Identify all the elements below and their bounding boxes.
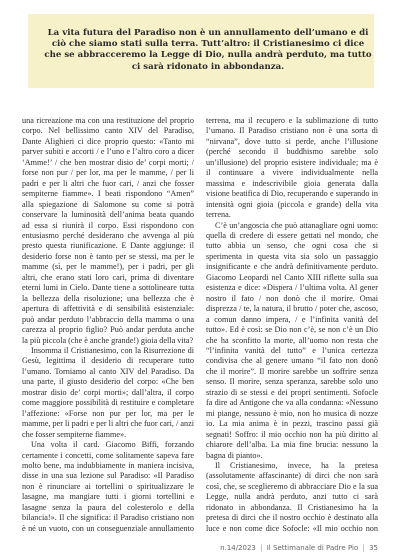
article-paragraph: Insomma il Cristianesimo, con la Risurrezione di Gesù, legittima il desiderio di recuperare tutto l’umano. Torniamo al canto XIV del Paradiso. Da una parte, il giusto desiderio del corpo: «Che ben mostrar disio de’ corpi morti»; dall’altra, il corpo come maggiore possibilità di restituire e completare l’affezione: «Forse non pur per lor, ma per le mamme, per li padri e per li altri che fuor cari, / anzi che fosser sempiterne fiamme».: [22, 345, 194, 439]
article-paragraph: C’è un’angoscia che può attanagliare ogni uomo: quella di credere di essere gettati nel mondo, che tutto abbia un senso, che ogni cosa che si sperimenta in questa vita sia solo un passaggio insignificante e che andrà definitivamente perduto. Giacomo Leopardi nel Canto XIII riflette sulla sua esistenza e dice: «Dispera / l’ultima volta. Al gener nostro il fato / non donò che il morire. Omai disprezza / te, la natura, il brutto / poter che, ascoso, a comun danno impera, / e l’infinita vanità del tutto». Ed è così: se Dio non c’è, se non c’è un Dio che ha sconfitto la morte, all’uomo non resta che “l’infinita vanità del tutto” e l’unica certezza condivisa che al genere umano “il fato non donò che il morire”. Il morire sarebbe un soffrire senza senso. Il morire, senza speranza, sarebbe solo uno strazio di se stessi e dei propri sentimenti. Sofocle fa dire ad Antigone che va alla condanna: «Nessuno mi piange, nessuno è mio, non ho musica di nozze io. La mia anima è in pezzi, trascino passi già segnati! Soffro: il mio occhio non ha più diritto al chiarore dell’alba. La mia fine brucia: nessuno la bagna di pianto».: [206, 220, 378, 460]
article-paragraph: una ricreazione ma con una restituzione del proprio corpo. Nel bellissimo canto XIV del Paradiso, Dante Alighieri ci dice proprio questo: «Tanto mi parver subiti e accorti / e l’uno e l’altro coro a dicer ‘Amme!’ / che ben mostrar disio de’ corpi morti; / forse non pur / per lor, ma per le mamme, / per li padri e per li altri che fuor cari, / anzi che fosser sempiterne fiamme». I beati rispondono “Amen” alla spiegazione di Salomone su come si potrà conservare la luminosità dell’anima beata quando ad essa si riunirà il corpo. Essi rispondono con entusiasmo perché desiderano che avvenga al più presto questa riunificazione. E Dante aggiunge: il desiderio forse non è tanto per se stessi, ma per le mamme (sì, per le mamme!), per i padri, per gli altri, che erano stati loro cari, prima di diventare eterni lumi in Cielo. Dante tiene a sottolineare tutta la bellezza della risoluzione; una bellezza che è apertura di affettività e di sensibilità esistenziale: può andar perduto l’abbraccio della mamma o una carezza al proprio figlio? Può andar perduta anche la più piccola (che è anche grande!) gioia della vita?: [22, 116, 194, 345]
footer-separator: |: [362, 544, 365, 552]
article-paragraph: Il Cristianesimo, invece, ha la pretesa (assolutamente affascinante) di dirci che non sarà così, che, se sceglieremo di abbracciare Dio e la sua Legge, nulla andrà perduto, anzi tutto ci sarà ridonato in abbondanza. Il Cristianesimo ha la pretesa di dirci che il nostro occhio è destinato alla luce e non come dice Sofocle: «Il mio occhio non: [206, 460, 378, 533]
article-column-left: [22, 116, 194, 534]
page-number: 35: [369, 544, 378, 552]
article-column-right: [206, 116, 378, 534]
article-paragraph: Una volta il card. Giacomo Biffi, forzando certamente i concetti, come solitamente sapeva fare molto bene, ma indubbiamente in maniera incisiva, disse in una sua lezione sul Paradiso: «Il Paradiso non è rinunciare ai tortellini o spiritualizzare le lasagne, ma mangiare tutti i giorni tortellini e lasagne senza la paura del colesterolo e della bilancia!». Il che significa: il Paradiso cristiano non è né un vuoto, con un conseguenziale annullamento: [22, 440, 194, 533]
magazine-name: Il Settimanale di Padre Pio: [266, 544, 359, 552]
page-footer: [0, 542, 400, 556]
pullquote-text: La vita futura del Paradiso non è un annullamento dell’umano e di ciò che siamo stati sulla terra. Tutt’altro: il Cristianesimo ci dice che se abbracceremo la Legge di Dio, nulla andrà perduto, ma tutto ci sarà ridonato in abbondanza.: [44, 28, 372, 72]
footer-separator: |: [260, 544, 263, 552]
issue-number: n.14/2023: [220, 544, 256, 552]
article-paragraph: terrena, ma il recupero e la sublimazione di tutto l’umano. Il Paradiso cristiano non è una sorta di “nirvana”, dove tutto si perde, anche l’illusione (perché secondo il buddhismo sarebbe solo un’illusione) del proprio esistere individuale; ma è il continuare a vivere individualmente nella massima e indescrivibile gioia generata dalla visione beatifica di Dio, recuperando e superando in intensità ogni gioia (piccola e grande) della vita terrena.: [206, 116, 378, 220]
